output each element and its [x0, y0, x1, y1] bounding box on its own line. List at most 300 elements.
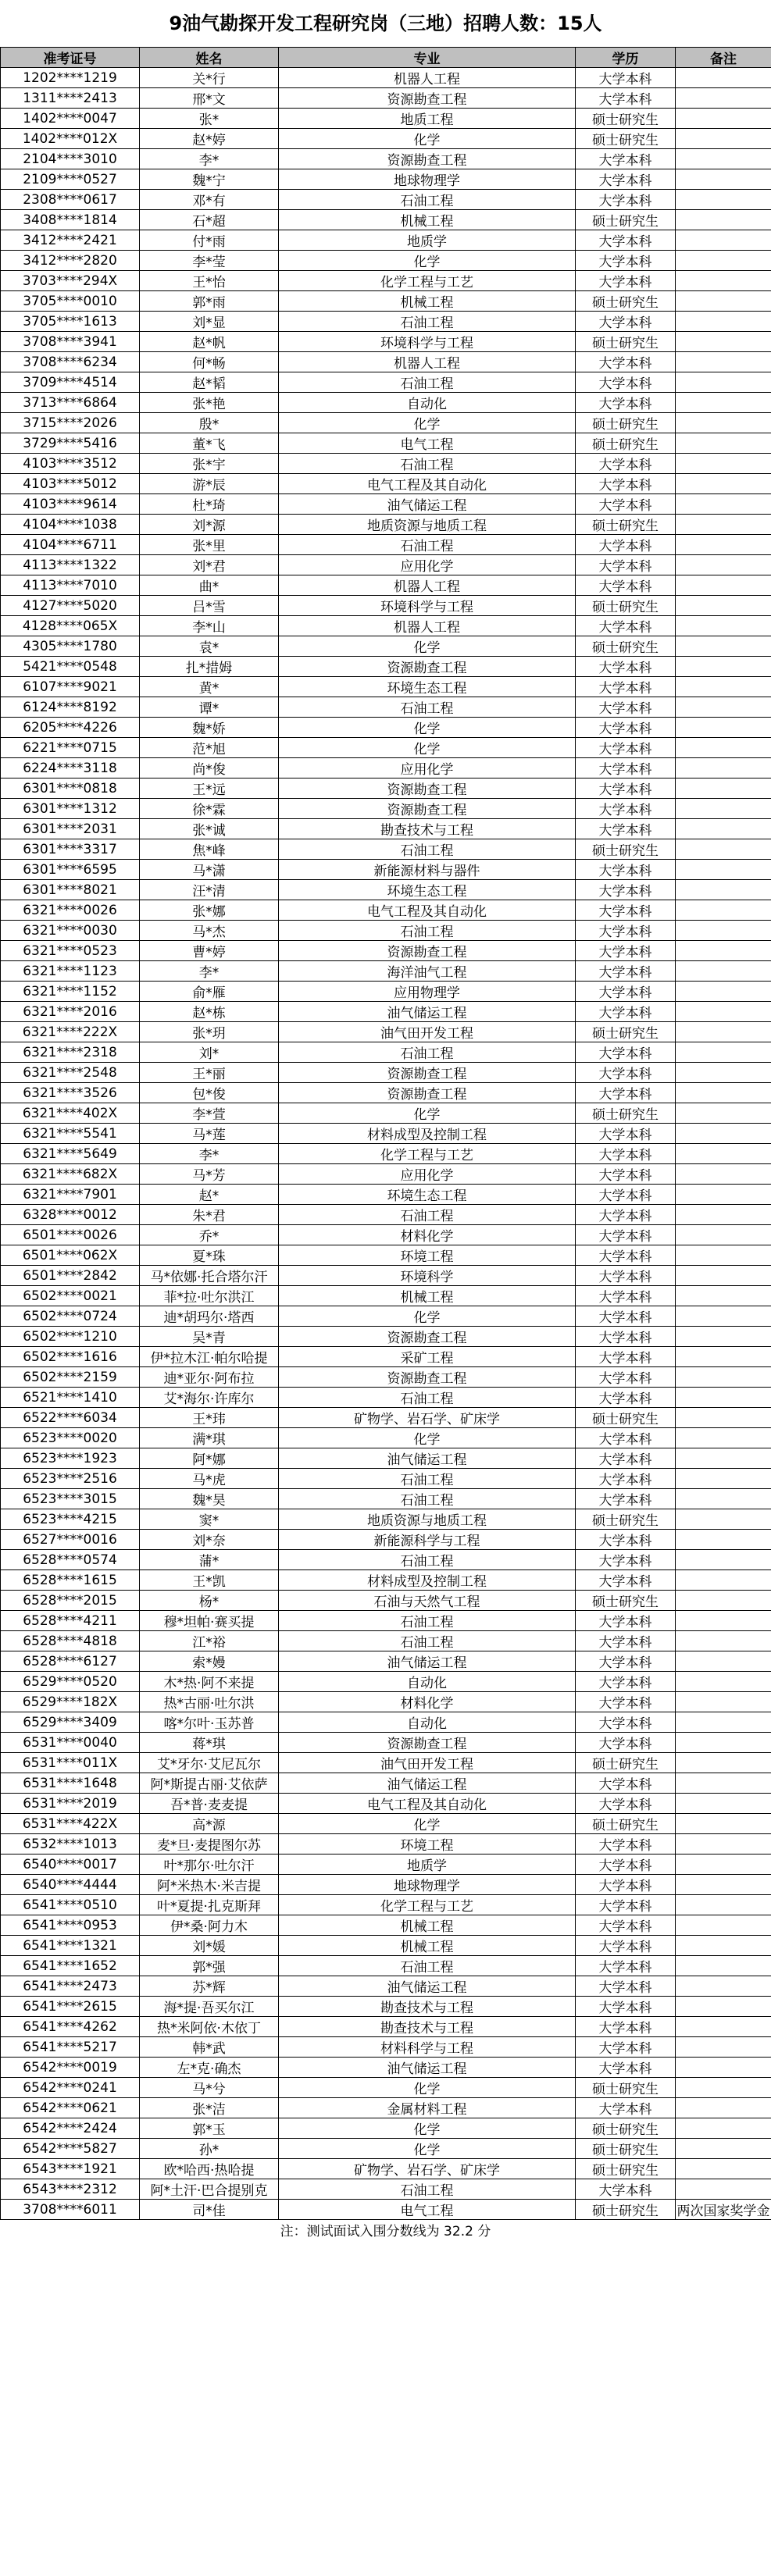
table-row	[1, 1855, 771, 1875]
cell-exam-id: 3713****6864	[1, 393, 140, 413]
cell-exam-id: 6321****5541	[1, 1124, 140, 1144]
cell-degree: 硕士研究生	[576, 636, 676, 657]
cell-major: 石油工程	[279, 190, 576, 210]
table-row	[1, 1225, 771, 1245]
cell-name: 马*兮	[140, 2078, 279, 2098]
cell-name: 马*虎	[140, 1469, 279, 1489]
cell-major: 新能源科学与工程	[279, 1530, 576, 1550]
cell-exam-id: 6531****422X	[1, 1814, 140, 1834]
cell-exam-id: 6541****1652	[1, 1956, 140, 1976]
cell-major: 石油工程	[279, 1631, 576, 1651]
cell-exam-id: 4104****1038	[1, 515, 140, 535]
cell-remark	[676, 839, 771, 860]
cell-remark	[676, 109, 771, 129]
cell-degree: 大学本科	[576, 1042, 676, 1063]
table-row	[1, 779, 771, 799]
header-major: 专业	[279, 48, 576, 68]
cell-remark	[676, 1205, 771, 1225]
cell-exam-id: 6542****0621	[1, 2098, 140, 2118]
cell-exam-id: 4128****065X	[1, 616, 140, 636]
table-row	[1, 291, 771, 312]
cell-degree: 硕士研究生	[576, 2118, 676, 2139]
cell-degree: 大学本科	[576, 372, 676, 393]
cell-exam-id: 6522****6034	[1, 1408, 140, 1428]
cell-major: 自动化	[279, 1712, 576, 1733]
cell-name: 赵*栋	[140, 1002, 279, 1022]
cell-exam-id: 6541****0510	[1, 1895, 140, 1915]
cell-exam-id: 6541****2615	[1, 1997, 140, 2017]
cell-exam-id: 6529****3409	[1, 1712, 140, 1733]
cell-name: 夏*珠	[140, 1245, 279, 1266]
cell-remark	[676, 312, 771, 332]
cell-remark	[676, 799, 771, 819]
table-row	[1, 210, 771, 230]
table-row	[1, 1448, 771, 1469]
cell-major: 资源勘查工程	[279, 799, 576, 819]
cell-name: 穆*坦帕·赛买提	[140, 1611, 279, 1631]
cell-exam-id: 3408****1814	[1, 210, 140, 230]
table-row	[1, 1895, 771, 1915]
cell-name: 阿*土汗·巴合提别克	[140, 2179, 279, 2200]
table-row	[1, 1286, 771, 1306]
cell-name: 吕*雪	[140, 596, 279, 616]
cell-remark	[676, 190, 771, 210]
table-row	[1, 1814, 771, 1834]
cell-name: 王*怡	[140, 271, 279, 291]
table-row	[1, 190, 771, 210]
cell-exam-id: 6205****4226	[1, 718, 140, 738]
cell-major: 应用化学	[279, 555, 576, 575]
cell-major: 石油工程	[279, 1956, 576, 1976]
cell-degree: 大学本科	[576, 819, 676, 839]
cell-remark	[676, 1915, 771, 1936]
table-row	[1, 1388, 771, 1408]
cell-major: 石油工程	[279, 697, 576, 718]
table-row	[1, 2017, 771, 2037]
table-row	[1, 1773, 771, 1794]
cell-remark	[676, 1794, 771, 1814]
cell-major: 石油工程	[279, 312, 576, 332]
cell-exam-id: 6321****0026	[1, 900, 140, 921]
cell-exam-id: 6321****1123	[1, 961, 140, 982]
table-row	[1, 1164, 771, 1185]
cell-name: 阿*斯提古丽·艾依萨	[140, 1773, 279, 1794]
table-row	[1, 657, 771, 677]
cell-name: 马*莲	[140, 1124, 279, 1144]
table-row	[1, 1753, 771, 1773]
cell-major: 应用化学	[279, 1164, 576, 1185]
cell-exam-id: 6541****2473	[1, 1976, 140, 1997]
table-row	[1, 129, 771, 149]
cell-name: 邢*文	[140, 88, 279, 109]
cell-exam-id: 6528****1615	[1, 1570, 140, 1591]
cell-name: 伊*桑·阿力木	[140, 1915, 279, 1936]
cell-exam-id: 6523****0020	[1, 1428, 140, 1448]
cell-major: 石油工程	[279, 1042, 576, 1063]
cell-degree: 大学本科	[576, 860, 676, 880]
cell-degree: 大学本科	[576, 1266, 676, 1286]
cell-remark	[676, 1773, 771, 1794]
cell-name: 满*琪	[140, 1428, 279, 1448]
table-row	[1, 555, 771, 575]
cell-remark	[676, 169, 771, 190]
cell-name: 刘*显	[140, 312, 279, 332]
cell-remark	[676, 1022, 771, 1042]
table-row	[1, 149, 771, 169]
cell-exam-id: 6321****5649	[1, 1144, 140, 1164]
cell-remark	[676, 1042, 771, 1063]
table-row	[1, 535, 771, 555]
table-row	[1, 271, 771, 291]
cell-name: 关*行	[140, 68, 279, 88]
cell-degree: 硕士研究生	[576, 291, 676, 312]
cell-remark	[676, 1976, 771, 1997]
cell-major: 油气储运工程	[279, 2058, 576, 2078]
cell-remark	[676, 596, 771, 616]
cell-major: 油气储运工程	[279, 1773, 576, 1794]
cell-remark	[676, 1651, 771, 1672]
cell-exam-id: 6529****0520	[1, 1672, 140, 1692]
table-row	[1, 1631, 771, 1651]
cell-name: 司*佳	[140, 2200, 279, 2220]
cell-name: 李*	[140, 961, 279, 982]
table-row	[1, 454, 771, 474]
cell-name: 焦*峰	[140, 839, 279, 860]
cell-degree: 大学本科	[576, 941, 676, 961]
cell-exam-id: 6542****2424	[1, 2118, 140, 2139]
cell-remark	[676, 1367, 771, 1388]
cell-exam-id: 2109****0527	[1, 169, 140, 190]
cell-remark	[676, 1347, 771, 1367]
table-row	[1, 1306, 771, 1327]
table-row	[1, 880, 771, 900]
cell-degree: 大学本科	[576, 149, 676, 169]
cell-name: 王*凯	[140, 1570, 279, 1591]
cell-major: 化学	[279, 636, 576, 657]
cell-name: 孙*	[140, 2139, 279, 2159]
cell-degree: 硕士研究生	[576, 2200, 676, 2220]
cell-degree: 硕士研究生	[576, 1022, 676, 1042]
cell-degree: 大学本科	[576, 1225, 676, 1245]
cell-degree: 大学本科	[576, 1164, 676, 1185]
cell-major: 机器人工程	[279, 352, 576, 372]
cell-remark	[676, 1327, 771, 1347]
cell-degree: 大学本科	[576, 1672, 676, 1692]
cell-exam-id: 6301****8021	[1, 880, 140, 900]
table-row	[1, 900, 771, 921]
cell-major: 应用化学	[279, 758, 576, 779]
footnote: 注：测试面试入围分数线为 32.2 分	[280, 2224, 491, 2239]
cell-remark	[676, 1509, 771, 1530]
table-row	[1, 697, 771, 718]
table-row	[1, 1875, 771, 1895]
cell-remark	[676, 2098, 771, 2118]
cell-remark	[676, 2118, 771, 2139]
cell-remark	[676, 2139, 771, 2159]
cell-name: 张*宇	[140, 454, 279, 474]
table-row	[1, 474, 771, 494]
cell-name: 徐*霖	[140, 799, 279, 819]
cell-major: 化学工程与工艺	[279, 271, 576, 291]
cell-name: 叶*夏提·扎克斯拜	[140, 1895, 279, 1915]
cell-exam-id: 6502****0021	[1, 1286, 140, 1306]
cell-exam-id: 6502****1616	[1, 1347, 140, 1367]
cell-name: 马*杰	[140, 921, 279, 941]
table-row	[1, 1245, 771, 1266]
header-degree: 学历	[576, 48, 676, 68]
table-row	[1, 982, 771, 1002]
cell-degree: 大学本科	[576, 474, 676, 494]
cell-remark	[676, 88, 771, 109]
cell-name: 艾*牙尔·艾尼瓦尔	[140, 1753, 279, 1773]
cell-remark: 两次国家奖学金	[676, 2200, 771, 2220]
table-row	[1, 1733, 771, 1753]
cell-degree: 大学本科	[576, 921, 676, 941]
cell-degree: 大学本科	[576, 1550, 676, 1570]
cell-exam-id: 6528****0574	[1, 1550, 140, 1570]
cell-remark	[676, 1489, 771, 1509]
cell-degree: 大学本科	[576, 2058, 676, 2078]
cell-major: 油气田开发工程	[279, 1753, 576, 1773]
cell-exam-id: 6528****6127	[1, 1651, 140, 1672]
cell-remark	[676, 1002, 771, 1022]
cell-degree: 大学本科	[576, 1570, 676, 1591]
cell-major: 环境生态工程	[279, 677, 576, 697]
cell-degree: 硕士研究生	[576, 596, 676, 616]
cell-major: 自动化	[279, 1672, 576, 1692]
cell-exam-id: 3708****6011	[1, 2200, 140, 2220]
cell-major: 化学	[279, 738, 576, 758]
cell-major: 石油工程	[279, 1388, 576, 1408]
cell-name: 曹*婷	[140, 941, 279, 961]
cell-remark	[676, 1936, 771, 1956]
cell-major: 材料成型及控制工程	[279, 1570, 576, 1591]
cell-name: 游*辰	[140, 474, 279, 494]
header-row	[1, 48, 771, 68]
cell-degree: 大学本科	[576, 1063, 676, 1083]
cell-remark	[676, 982, 771, 1002]
cell-remark	[676, 1753, 771, 1773]
cell-remark	[676, 2017, 771, 2037]
cell-name: 热*米阿依·木依丁	[140, 2017, 279, 2037]
cell-exam-id: 6541****5217	[1, 2037, 140, 2058]
cell-major: 资源勘查工程	[279, 1367, 576, 1388]
cell-degree: 大学本科	[576, 575, 676, 596]
cell-name: 赵*韬	[140, 372, 279, 393]
cell-remark	[676, 1245, 771, 1266]
table-row	[1, 1591, 771, 1611]
cell-remark	[676, 1875, 771, 1895]
cell-exam-id: 6531****0040	[1, 1733, 140, 1753]
cell-name: 魏*娇	[140, 718, 279, 738]
cell-degree: 大学本科	[576, 190, 676, 210]
table-row	[1, 1144, 771, 1164]
cell-remark	[676, 1408, 771, 1428]
cell-degree: 硕士研究生	[576, 332, 676, 352]
cell-degree: 大学本科	[576, 555, 676, 575]
cell-major: 资源勘查工程	[279, 941, 576, 961]
cell-exam-id: 4103****5012	[1, 474, 140, 494]
cell-exam-id: 6531****1648	[1, 1773, 140, 1794]
cell-exam-id: 6301****3317	[1, 839, 140, 860]
cell-exam-id: 4113****7010	[1, 575, 140, 596]
cell-degree: 大学本科	[576, 1469, 676, 1489]
cell-degree: 大学本科	[576, 1448, 676, 1469]
page-title: 9油气勘探开发工程研究岗（三地）招聘人数：15人	[169, 12, 602, 34]
cell-major: 石油工程	[279, 839, 576, 860]
table-row	[1, 372, 771, 393]
cell-exam-id: 6541****4262	[1, 2017, 140, 2037]
cell-degree: 硕士研究生	[576, 433, 676, 454]
table-row	[1, 2058, 771, 2078]
cell-major: 电气工程及其自动化	[279, 474, 576, 494]
cell-degree: 大学本科	[576, 1915, 676, 1936]
table-row	[1, 941, 771, 961]
cell-name: 蒲*	[140, 1550, 279, 1570]
cell-major: 电气工程及其自动化	[279, 1794, 576, 1814]
cell-major: 地球物理学	[279, 169, 576, 190]
cell-degree: 硕士研究生	[576, 109, 676, 129]
cell-degree: 大学本科	[576, 1144, 676, 1164]
cell-remark	[676, 68, 771, 88]
cell-remark	[676, 860, 771, 880]
cell-remark	[676, 555, 771, 575]
cell-degree: 大学本科	[576, 1388, 676, 1408]
table-row	[1, 1469, 771, 1489]
cell-degree: 大学本科	[576, 1306, 676, 1327]
table-row	[1, 109, 771, 129]
cell-major: 化学	[279, 1103, 576, 1124]
cell-exam-id: 6224****3118	[1, 758, 140, 779]
cell-name: 左*克·确杰	[140, 2058, 279, 2078]
cell-major: 机器人工程	[279, 68, 576, 88]
cell-major: 环境工程	[279, 1245, 576, 1266]
cell-exam-id: 6502****2159	[1, 1367, 140, 1388]
table-row	[1, 1063, 771, 1083]
cell-degree: 大学本科	[576, 1428, 676, 1448]
cell-name: 热*古丽·吐尔洪	[140, 1692, 279, 1712]
table-row	[1, 1570, 771, 1591]
cell-major: 油气储运工程	[279, 1651, 576, 1672]
cell-major: 电气工程	[279, 2200, 576, 2220]
table-row	[1, 1509, 771, 1530]
table-row	[1, 1834, 771, 1855]
cell-degree: 硕士研究生	[576, 515, 676, 535]
cell-remark	[676, 1591, 771, 1611]
cell-major: 油气储运工程	[279, 1976, 576, 1997]
cell-degree: 硕士研究生	[576, 2159, 676, 2179]
cell-degree: 硕士研究生	[576, 1591, 676, 1611]
cell-remark	[676, 474, 771, 494]
cell-major: 油气田开发工程	[279, 1022, 576, 1042]
cell-exam-id: 6531****2019	[1, 1794, 140, 1814]
cell-major: 化学	[279, 2118, 576, 2139]
cell-name: 石*超	[140, 210, 279, 230]
table-row	[1, 1022, 771, 1042]
cell-remark	[676, 1306, 771, 1327]
cell-remark	[676, 697, 771, 718]
cell-remark	[676, 372, 771, 393]
cell-degree: 大学本科	[576, 1245, 676, 1266]
cell-exam-id: 6541****1321	[1, 1936, 140, 1956]
cell-degree: 大学本科	[576, 880, 676, 900]
candidate-table	[0, 47, 771, 2220]
cell-remark	[676, 1469, 771, 1489]
cell-name: 窦*	[140, 1509, 279, 1530]
table-row	[1, 636, 771, 657]
table-row	[1, 921, 771, 941]
cell-degree: 大学本科	[576, 1936, 676, 1956]
cell-name: 江*裕	[140, 1631, 279, 1651]
cell-name: 赵*婷	[140, 129, 279, 149]
table-row	[1, 393, 771, 413]
cell-exam-id: 2308****0617	[1, 190, 140, 210]
cell-name: 马*依娜·托合塔尔汗	[140, 1266, 279, 1286]
table-header	[1, 48, 771, 68]
cell-degree: 大学本科	[576, 758, 676, 779]
cell-degree: 大学本科	[576, 1530, 676, 1550]
table-row	[1, 1083, 771, 1103]
cell-remark	[676, 433, 771, 454]
cell-major: 化学	[279, 718, 576, 738]
cell-remark	[676, 210, 771, 230]
table-row	[1, 1794, 771, 1814]
table-row	[1, 2037, 771, 2058]
cell-exam-id: 3715****2026	[1, 413, 140, 433]
table-row	[1, 1651, 771, 1672]
table-row	[1, 1489, 771, 1509]
cell-remark	[676, 1550, 771, 1570]
cell-major: 金属材料工程	[279, 2098, 576, 2118]
header-remark: 备注	[676, 48, 771, 68]
cell-exam-id: 6321****0523	[1, 941, 140, 961]
cell-degree: 大学本科	[576, 1489, 676, 1509]
cell-remark	[676, 1448, 771, 1469]
table-row	[1, 1327, 771, 1347]
cell-degree: 大学本科	[576, 1895, 676, 1915]
table-row	[1, 1550, 771, 1570]
cell-name: 李*萱	[140, 1103, 279, 1124]
cell-major: 化学	[279, 2139, 576, 2159]
cell-degree: 大学本科	[576, 1875, 676, 1895]
cell-degree: 大学本科	[576, 1855, 676, 1875]
cell-remark	[676, 271, 771, 291]
table-row	[1, 758, 771, 779]
cell-remark	[676, 1855, 771, 1875]
table-row	[1, 2139, 771, 2159]
cell-degree: 大学本科	[576, 494, 676, 515]
cell-degree: 大学本科	[576, 2037, 676, 2058]
cell-degree: 大学本科	[576, 1834, 676, 1855]
cell-name: 欧*哈西·热哈提	[140, 2159, 279, 2179]
cell-major: 资源勘查工程	[279, 1063, 576, 1083]
cell-major: 环境科学与工程	[279, 332, 576, 352]
cell-name: 郭*玉	[140, 2118, 279, 2139]
cell-major: 石油工程	[279, 1205, 576, 1225]
cell-degree: 大学本科	[576, 1712, 676, 1733]
cell-degree: 硕士研究生	[576, 129, 676, 149]
cell-remark	[676, 149, 771, 169]
cell-remark	[676, 535, 771, 555]
table-row	[1, 1408, 771, 1428]
cell-major: 机械工程	[279, 1936, 576, 1956]
cell-exam-id: 3708****6234	[1, 352, 140, 372]
cell-exam-id: 4103****9614	[1, 494, 140, 515]
cell-degree: 硕士研究生	[576, 2078, 676, 2098]
cell-remark	[676, 1144, 771, 1164]
cell-major: 勘查技术与工程	[279, 2017, 576, 2037]
cell-degree: 大学本科	[576, 352, 676, 372]
